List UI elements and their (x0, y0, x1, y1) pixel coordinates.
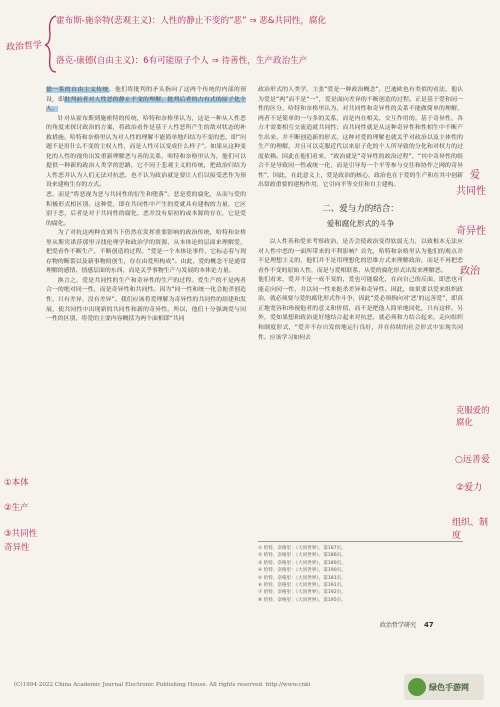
annotation-right-3: 奇异性 (456, 226, 486, 237)
annotation-right-4: 政治 (460, 266, 480, 277)
site-logo (404, 674, 484, 700)
paragraph: 针对从霍布斯到施密特的传统，哈特和奈格里认为，这是一种从人性恶的角度来探讨政治的方案，将政治看作是基于人性恶所产生的敌对状态的补救措施。哈特和奈格里认为对人性的理解不能简单地归结为不变的恶，即“问题不是用什么不变的主权人性，而是人性可以变成什么样子”。如果从这种变化的人性的视角出发重新理解恶与善的关系，哈特和奈格里认为，他们可以提供一种新的政治人类学的思路，它不同于悲观主义的传统，把政治归结为人性恶并认为人们无法对抗恶，也不认为政治就是要让人们以接受恶作为预设来建构生存的方式。 (46, 115, 246, 189)
paragraph: 政治形式的人类学，主张“爱是一种政治概念”，巴迪欧也有类似的看法，他认为爱是“两”而不是“一”，爱是面向差异的不断创造的过程。正是基于爱和同一性的区分，哈特和奈格里认为，对共同性和奇异性的关系不能做简单的理解，两者不是简单的一与多的关系，而是内在相关、交互作用的。基于奇异性，各方才需要相互交流造就共同性；而共同性就是从这种奇异性和性相生中不断产生出来，并不断创造新的形式。这种对爱的理解也就关乎对政治以及主体性的生产的理解，并且可以克服近代以来原子化的个人所导致的分化和对权力的过度依赖。因此在他们看来，“政治就是“奇异性的政治过程”，“其中奇异性的组合不是导致同一性或统一化，而是引导每一个平等参与交往和协作之网的奇异性”，因此，在此意义上，爱是政治的核心，政治也在于爱的生产和在其中创新出常政重要的建构作用，它引向平等交往和自主建构。 (258, 87, 463, 189)
annotation-right-7: ②爱力 (456, 483, 483, 493)
paragraph: 以人性善和爱来考察政治，是否会使政治变得软弱无力，以致根本无法应对人性中恶的一面所带来的不利影响？首先，哈特和奈格里认为他们的观点并不是理想主义的，他们并不是用理想化的思维方式来理解政治，而是不再把恶看作不变的原始人性，而是与爱相联系、从爱的腐化形式出发来理解恶。 (258, 239, 463, 274)
annotation-right-1: 爱 (470, 170, 480, 181)
paragraph: 恶，而是“将恶视为恶与共同性的衍生和堕落”。恶是爱的腐化，从而与爱的积极形式相区别。这种爱，即在共同性中产生的爱就具有建构的力量，它区别于恶，后者是对于共同性的腐化，恶并没有原初的或本源的存在，它是爱的腐化。 (46, 192, 246, 227)
section-subtitle: 爱和腐化形式的斗争 (326, 218, 395, 228)
annotation-right-2: 共同性 (456, 186, 486, 197)
copyright-line: (C)1994-2022 China Academic Journal Electronic Publishing House. All rights reserved. http://www.cnki (14, 682, 311, 688)
left-column: 德一系的自由主义传统。他们将批判的矛头指向了这两个传统的内部的预设，即批判前者对人性恶的静止不变的理解，批判后者的占有式的原子化个人。 针对从霍布斯到施密特的传统，哈特和奈格里认为，这是一种从人性恶的角度来探讨政治的方案，将政治看作是基于人性恶所产生的敌对状态的补救措施。哈特和奈格里认为对人性的理解不能简单地归结为不变的恶，即“问题不是用什么不变的主权人性，而是人性可以变成什么样子”。如果从这种变化的人性的视角出发重新理解恶与善的关系，哈特和奈格里认为，他们可以提供一种新的政治人类学的思路，它不同于悲观主义的传统，把政治归结为人性恶并认为人们无法对抗恶，也不认为政治就是要让人们以接受恶作为预设来建构生存的方式。 恶，而是“将恶视为恶与共同性的衍生和堕落”。恶是爱的腐化，从而与爱的积极形式相区别。这种爱，即在共同性中产生的爱就具有建构的力量，它区别于恶，后者是对于共同性的腐化，恶并没有原初的或本源的存在，它是爱的腐化。 为了对抗这两种直到当下仍然在发挥重要影响的政治传统，哈特和奈格里从斯宾诺莎那里寻找伦理学和政治学的资源，从本体论的层面来理解爱，把爱看作不断生产，不断创造的过程。“爱是一个本体论事件，它标志着与现存物的断裂以及新事物的创生，存在由爱所构成”。由此，爱的概念不是通常理解的感情、情感层面的东西，而是关乎事物生产与发展的本体论力量。 换言之，爱是共同性的生产和奇异性的生产的过程。爱生产的不是两者合一的绝对同一性，而是奇异性和共同性。因为“同一性和统一化会扼杀创造性，只有差异、没有差异”。我们应该将爱理解为奇异性的共同性的组建和发展，使共同性中出现新的共同性和新的奇异性。所以，他们十分强调爱与同一性的区别，将爱的主要内容概括为两个面相即“共同 (46, 86, 246, 641)
annotation-left-1: ①本体 (4, 478, 29, 488)
footnote-divider (258, 541, 463, 542)
journal-name: 政治哲学研究 (380, 622, 417, 629)
annotation-line-2: 洛克-康德(自由主义)：6有可能原子个人 ⇒ 待善性，生产政治生产 (56, 56, 308, 66)
annotation-left-label: 政治哲学 (5, 40, 43, 53)
paragraph: 他们看来，爱并不是一成不变的，爱也可能腐化，在向自己的反面，即恶也可能走向同一性，并以同一性来扼杀差异和奇异性。因此，如果要以爱来组织政治，就必须要与爱的腐化形式作斗争，因此“爱必须指向对‘恶’的远善爱”，即真正地宽容和珍视他者的意义和价值，而不是把他人简单地同化，只有这样，另外，爱如果想和政治更好地结合起来对抗恶，就必须和力结合起来，走向组织和制度形式，“爱并不存自发的地运行良好，并在持续的社会形式中实现共同性。应该学习如何去 (258, 277, 463, 341)
footnotes: ① 哈特、奈格里：《大同世界》，第187页。 ② 哈特、奈格里：《大同世界》，第186页。 ③ 哈特、奈格里：《大同世界》，第189页。 ④ 哈特、奈格里：《大同世界》，第190页。 ⑤ 哈特、奈格里：《大同世界》，第181页。 ⑥ 哈特、奈格里：《大同世界》，第191页。 ⑦ 哈特、奈格里：《大同世界》，第192页。 ⑧ 哈特、奈格里：《大同世界》，第195页。 (258, 546, 346, 603)
page-number: 47 (423, 621, 434, 629)
logo-icon (408, 678, 426, 696)
annotation-line-1: 霍布斯-施奈特(悲观主义)：人性的静止不变的“恶” ⇒ 恶&共同性，腐化 (56, 16, 327, 26)
right-column (258, 86, 463, 538)
page-footer (380, 620, 434, 629)
paragraph: 换言之，爱是共同性的生产和奇异性的生产的过程。爱生产的不是两者合一的绝对同一性，而是奇异性和共同性。因为“同一性和统一化会扼杀创造性，只有差异、没有差异”。我们应该将爱理解为奇异性的共同性的组建和发展，使共同性中出现新的共同性和新的奇异性。所以，他们十分强调爱与同一性的区别，将爱的主要内容概括为两个面相即“共同 (46, 277, 246, 323)
annotation-brace (44, 14, 58, 74)
annotation-left-2: ②生产 (4, 503, 29, 513)
section-title: 二、爱与力的结合： (322, 204, 399, 215)
annotation-right-5: 克服爱的腐化 (456, 405, 490, 427)
paragraph: 为了对抗这两种直到当下仍然在发挥重要影响的政治传统，哈特和奈格里从斯宾诺莎那里寻找伦理学和政治学的资源，从本体论的层面来理解爱，把爱看作不断生产，不断创造的过程。“爱是一个本体论事件，它标志着与现存物的断裂以及新事物的创生，存在由爱所构成”。由此，爱的概念不是通常理解的感情、情感层面的东西，而是关乎事物生产与发展的本体论力量。 (46, 230, 246, 275)
annotation-right-6: ○远善爱 (455, 455, 490, 465)
highlight-text: 德一系的自由主义传统 (46, 87, 109, 93)
annotation-right-8: 组织、制度 (452, 518, 489, 541)
logo-text: 绿色手游网 (429, 682, 469, 692)
annotation-left-3: ③共同性 奇异性 (4, 529, 38, 553)
highlight-text: 批判前者对人性恶的静止不变的理解，批判后者的占有式的原子化个人。 (46, 96, 246, 113)
